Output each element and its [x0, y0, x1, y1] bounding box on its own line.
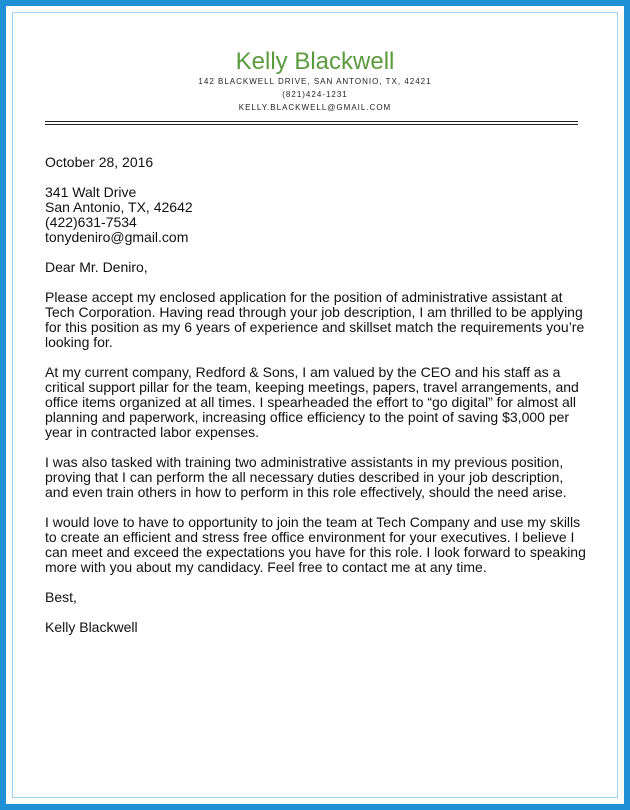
paragraph-line: proving that I can perform the all necessary duties described in your job description, [45, 469, 564, 485]
recipient-block [45, 185, 590, 245]
paragraph-line: critical support pillar for the team, keeping meetings, papers, travel arrangements, and [45, 379, 579, 395]
paragraph-2 [45, 365, 590, 440]
sender-phone: (821)424-1231 [282, 90, 348, 99]
paragraph-line: I would love to have to opportunity to join the team at Tech Company and use my skills [45, 514, 581, 530]
paragraph-line: can meet and exceed the expectations you have for this role. I look forward to speaking [45, 544, 586, 560]
paragraph-line: to create an efficient and stress free office environment for your executives. I believe I [45, 529, 575, 545]
paragraph-line: I was also tasked with training two administrative assistants in my previous position, [45, 454, 564, 470]
salutation: Dear Mr. Deniro, [45, 259, 148, 275]
header-divider-top [45, 121, 578, 122]
letter-date: October 28, 2016 [45, 154, 154, 170]
recipient-email: tonydeniro@gmail.com [45, 229, 189, 245]
sender-email: KELLY.BLACKWELL@GMAIL.COM [238, 103, 392, 112]
paragraph-4 [45, 515, 590, 575]
recipient-city: San Antonio, TX, 42642 [45, 199, 193, 215]
paragraph-line: looking for. [45, 334, 113, 350]
paragraph-line: year in contracted labor expenses. [45, 424, 260, 440]
paragraph-line: Tech Corporation. Having read through your job description, I am thrilled to be applying [45, 304, 583, 320]
header-divider-bottom [45, 124, 578, 125]
paragraph-line: Please accept my enclosed application for the position of administrative assistant at [45, 289, 563, 305]
paragraph-3 [45, 455, 590, 500]
paragraph-line: planning and paperwork, increasing office efficiency to the point of saving $3,000 per [45, 409, 570, 425]
closing: Best, [45, 589, 77, 605]
recipient-street: 341 Walt Drive [45, 184, 137, 200]
paragraph-line: office items organized at all times. I spearheaded the effort to “go digital” for almost all [45, 394, 576, 410]
sender-address: 142 BLACKWELL DRIVE, SAN ANTONIO, TX, 42421 [198, 77, 432, 86]
sender-name: Kelly Blackwell [235, 48, 395, 75]
signature-name: Kelly Blackwell [45, 619, 138, 635]
paragraph-1 [45, 290, 590, 350]
paragraph-line: At my current company, Redford & Sons, I am valued by the CEO and his staff as a [45, 364, 561, 380]
recipient-phone: (422)631-7534 [45, 214, 137, 230]
letter-body [45, 155, 590, 635]
paragraph-line: more with you about my candidacy. Feel free to contact me at any time. [45, 559, 487, 575]
paragraph-line: for this position as my 6 years of experience and skillset match the requirements you’re [45, 319, 585, 335]
paragraph-line: and even train others in how to perform in this role effectively, should the need arise. [45, 484, 567, 500]
